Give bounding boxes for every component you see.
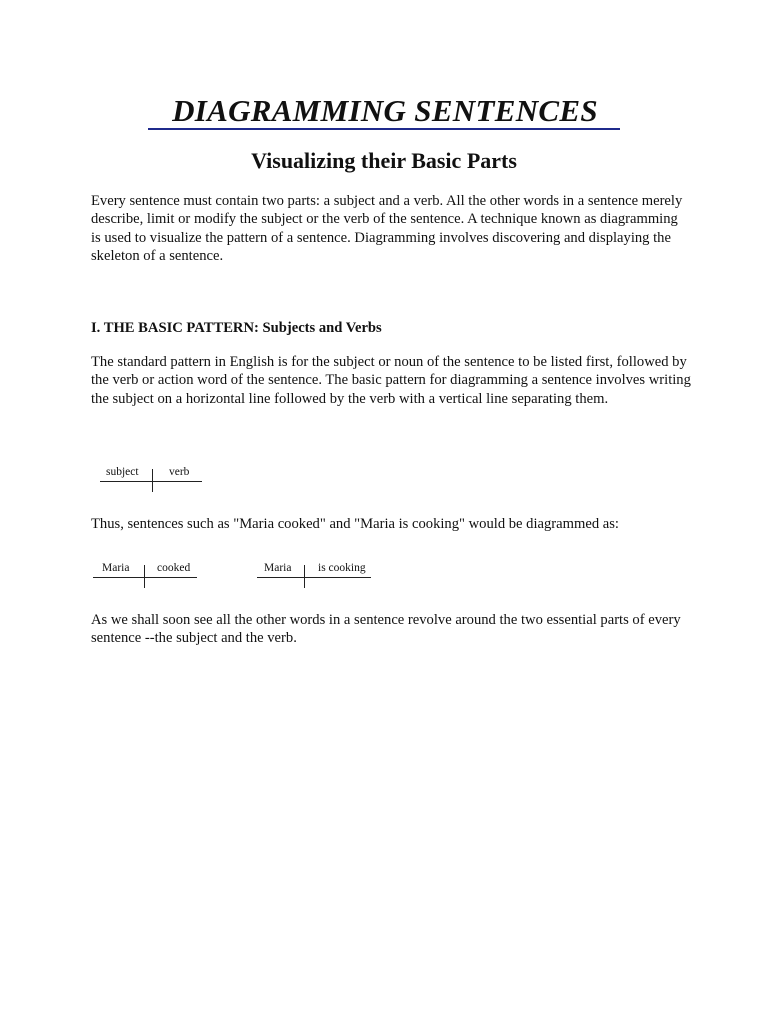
- diagram-baseline: [257, 577, 371, 578]
- diagram-verb-label: cooked: [157, 562, 191, 574]
- pattern-paragraph: The standard pattern in English is for the subject or noun of the sentence to be listed first, followed by the verb or action word of the sentence. The basic pattern for diagramming a sentence involves writing the subject on a horizontal line followed by the verb with a vertical line separating them.: [91, 354, 691, 407]
- diagram-divider: [152, 469, 153, 492]
- diagram-baseline: [100, 481, 202, 482]
- sentence-diagram-maria-is-cooking: [257, 562, 371, 586]
- section-heading: I. THE BASIC PATTERN: Subjects and Verbs: [91, 320, 382, 336]
- diagram-subject-label: subject: [106, 466, 139, 478]
- diagram-divider: [304, 565, 305, 588]
- diagram-subject-label: Maria: [102, 562, 130, 574]
- diagram-verb-label: is cooking: [318, 562, 366, 574]
- intro-paragraph: Every sentence must contain two parts: a subject and a verb. All the other words in a sentence merely describe, limit or modify the subject or the verb of the sentence. A technique known as diagramming is used to visualize the pattern of a sentence. Diagramming involves discovering and displaying the skeleton of a sentence.: [91, 193, 683, 264]
- document-subtitle: Visualizing their Basic Parts: [251, 148, 517, 173]
- title-underline: [148, 128, 620, 130]
- document-title: DIAGRAMMING SENTENCES: [172, 93, 598, 128]
- sentence-diagram-basic: [100, 466, 202, 490]
- closing-paragraph: As we shall soon see all the other words in a sentence revolve around the two essential parts of every sentence --the subject and the verb.: [91, 612, 681, 647]
- diagram-subject-label: Maria: [264, 562, 292, 574]
- diagram-verb-label: verb: [169, 466, 190, 478]
- sentence-diagram-maria-cooked: [93, 562, 197, 586]
- diagram-divider: [144, 565, 145, 588]
- example-paragraph: Thus, sentences such as "Maria cooked" and "Maria is cooking" would be diagrammed as:: [91, 516, 619, 532]
- diagram-baseline: [93, 577, 197, 578]
